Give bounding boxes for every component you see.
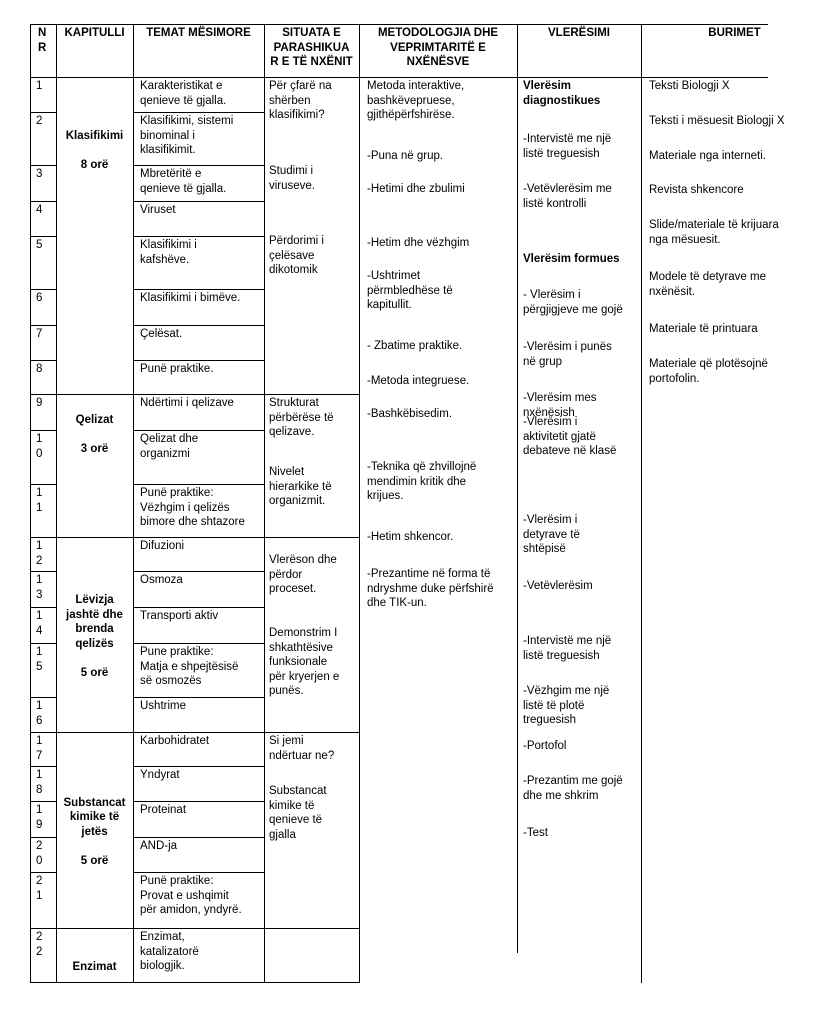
chapter-divider	[56, 537, 133, 538]
column-border	[641, 24, 642, 983]
metodologjia-cell: gjithëpërfshirëse.	[367, 109, 455, 121]
row-divider	[133, 394, 264, 395]
row-divider	[133, 484, 264, 485]
row-number: 1	[36, 610, 43, 622]
vleresimi-cell: -Prezantim me gojë	[523, 775, 623, 787]
topic-cell: së osmozës	[140, 675, 202, 687]
situata-cell: Demonstrim I	[269, 627, 338, 639]
row-divider	[30, 872, 56, 873]
vleresimi-cell: -Intervistë me një	[523, 133, 612, 145]
burimet-cell: Slide/materiale të krijuara	[649, 219, 779, 231]
row-number: 1	[36, 646, 43, 658]
header-metodologjia: METODOLOGJIA DHE	[377, 27, 499, 39]
topic-cell: biologjik.	[140, 960, 185, 972]
topic-cell: Yndyrat	[140, 769, 180, 781]
vleresimi-cell: dhe me shkrim	[523, 789, 599, 802]
burimet-cell: Materiale të printuara	[649, 323, 758, 335]
topic-cell: kafshëve.	[140, 253, 190, 266]
vleresimi-cell: përgjigjeve me gojë	[523, 303, 623, 316]
situata-cell: shërben	[269, 94, 311, 107]
row-divider	[133, 289, 264, 290]
row-number: 1	[36, 804, 43, 816]
header-metodologjia: VEPRIMTARITË E	[390, 41, 486, 54]
row-divider	[133, 928, 264, 929]
metodologjia-cell: përmbledhëse të	[367, 284, 453, 297]
metodologjia-cell: bashkëvepruese,	[367, 94, 455, 107]
situata-cell: organizmit.	[269, 495, 326, 507]
metodologjia-cell: mendimin kritik dhe	[367, 475, 467, 488]
header-situata: PARASHIKUA	[273, 41, 350, 54]
topic-cell: Karbohidratet	[140, 735, 210, 747]
row-number: 2	[36, 875, 43, 887]
vleresimi-cell: -Vlerësim mes	[523, 392, 597, 404]
vleresimi-cell: debateve në klasë	[523, 445, 617, 457]
chapter-divider	[56, 928, 133, 929]
topic-cell: Ndërtimi i qelizave	[140, 397, 234, 409]
situata-cell: përdor	[269, 568, 303, 581]
row-divider	[30, 165, 56, 166]
topic-cell: Klasifikimi, sistemi	[140, 115, 234, 127]
metodologjia-cell: -Prezantime në forma të	[367, 568, 491, 580]
vleresimi-cell: -Vetëvlerësim me	[523, 183, 612, 195]
topic-cell: Klasifikimi i bimëve.	[140, 292, 241, 304]
header-nr: R	[38, 41, 47, 54]
topic-cell: katalizatorë	[140, 945, 199, 958]
row-divider	[133, 607, 264, 608]
row-number: 2	[36, 931, 43, 943]
row-number: 8	[36, 363, 43, 375]
metodologjia-cell: kapitullit.	[367, 299, 412, 311]
row-divider	[30, 430, 56, 431]
row-divider	[30, 484, 56, 485]
vleresimi-cell: Vlerësim	[523, 80, 571, 92]
metodologjia-cell: -Bashkëbisedim.	[367, 408, 453, 420]
vleresimi-cell: treguesish	[523, 714, 577, 726]
topic-cell: Difuzioni	[140, 540, 185, 552]
vleresimi-cell: detyrave të	[523, 528, 580, 541]
burimet-cell: portofolin.	[649, 372, 700, 385]
vleresimi-cell: -Portofol	[523, 740, 567, 752]
row-divider	[30, 394, 56, 395]
row-divider	[133, 697, 264, 698]
topic-cell: Qelizat dhe	[140, 433, 199, 445]
situata-cell: çelësave	[269, 249, 315, 262]
row-number: 0	[36, 854, 43, 867]
vleresimi-cell: - Vlerësim i	[523, 289, 581, 301]
vleresimi-cell: Vlerësim formues	[523, 253, 620, 265]
situata-cell: Vlerëson dhe	[269, 554, 337, 566]
metodologjia-cell: -Teknika që zhvillojnë	[367, 461, 477, 473]
situata-cell: qenieve të	[269, 814, 323, 826]
topic-cell: Pune praktike:	[140, 646, 214, 658]
header-situata: R E TË NXËNIT	[270, 56, 353, 68]
chapter-divider	[264, 928, 359, 929]
row-divider	[133, 872, 264, 873]
topic-cell: Enzimat,	[140, 931, 185, 943]
topic-cell: Mbretëritë e	[140, 168, 202, 180]
column-border	[30, 24, 31, 983]
header-situata: SITUATA E	[282, 27, 341, 39]
situata-cell: qelizave.	[269, 426, 315, 438]
situata-cell: hierarkike të	[269, 480, 332, 493]
vleresimi-cell: -Vlerësim i punës	[523, 341, 612, 353]
row-number: 2	[36, 840, 43, 852]
vleresimi-cell: -Vlerësim i	[523, 514, 578, 526]
row-number: 6	[36, 714, 43, 727]
row-number: 1	[36, 889, 43, 902]
row-divider	[133, 766, 264, 767]
row-divider	[133, 165, 264, 166]
chapter-divider	[264, 732, 359, 733]
topic-cell: AND-ja	[140, 840, 178, 852]
row-number: 5	[36, 660, 43, 673]
row-number: 5	[36, 239, 43, 251]
chapter-cell: Qelizat	[75, 414, 114, 426]
row-number: 0	[36, 447, 43, 460]
burimet-cell: Teksti i mësuesit Biologji X	[649, 115, 785, 127]
header-metodologjia: NXËNËSVE	[406, 56, 470, 68]
column-border	[56, 24, 57, 983]
chapter-cell: 5 orë	[80, 666, 109, 679]
row-number: 3	[36, 588, 43, 601]
metodologjia-cell: ndryshme duke përfshirë	[367, 582, 494, 595]
header-burimet: BURIMET	[708, 27, 761, 39]
metodologjia-cell: -Hetim dhe vëzhgim	[367, 237, 470, 249]
vleresimi-cell: diagnostikues	[523, 94, 601, 107]
chapter-cell: brenda	[75, 623, 114, 635]
header-vleresimi: VLERËSIMI	[548, 27, 610, 39]
column-border	[517, 24, 518, 953]
row-divider	[30, 537, 56, 538]
row-divider	[30, 607, 56, 608]
burimet-cell: Revista shkencore	[649, 184, 744, 196]
row-divider	[133, 112, 264, 113]
row-divider	[30, 325, 56, 326]
row-divider	[30, 236, 56, 237]
situata-cell: proceset.	[269, 583, 317, 595]
row-number: 2	[36, 945, 43, 958]
vleresimi-cell: listë të plotë	[523, 699, 585, 712]
header-kapitulli: KAPITULLI	[64, 27, 125, 39]
metodologjia-cell: Metoda interaktive,	[367, 80, 465, 92]
row-number: 2	[36, 115, 43, 127]
column-border	[133, 24, 134, 983]
table-bottom-border	[30, 982, 264, 983]
row-number: 1	[36, 540, 43, 552]
vleresimi-cell: -Vëzhgim me një	[523, 685, 610, 697]
row-divider	[133, 360, 264, 361]
row-number: 1	[36, 700, 43, 712]
row-divider	[30, 928, 56, 929]
row-divider	[133, 325, 264, 326]
row-number: 1	[36, 769, 43, 781]
topic-cell: bimore dhe shtazore	[140, 516, 245, 528]
topic-cell: Provat e ushqimit	[140, 889, 229, 902]
situata-cell: përbërëse të	[269, 411, 334, 424]
row-divider	[133, 801, 264, 802]
topic-cell: Osmoza	[140, 574, 183, 586]
row-number: 7	[36, 749, 43, 762]
row-number: 8	[36, 783, 43, 796]
row-divider	[133, 236, 264, 237]
vleresimi-cell: nxënësish	[523, 406, 575, 419]
situata-cell: Studimi i	[269, 165, 314, 177]
vleresimi-cell: listë treguesish	[523, 147, 600, 160]
row-number: 7	[36, 328, 43, 340]
situata-cell: Strukturat	[269, 397, 319, 409]
table-bottom-border	[264, 982, 359, 983]
row-number: 1	[36, 501, 43, 514]
row-number: 1	[36, 80, 43, 92]
row-number: 2	[36, 554, 43, 567]
column-border	[359, 24, 360, 983]
row-number: 4	[36, 624, 43, 637]
burimet-cell: Materiale nga interneti.	[649, 150, 766, 162]
situata-cell: punës.	[269, 685, 304, 697]
metodologjia-cell: -Metoda integruese.	[367, 375, 470, 387]
row-number: 1	[36, 433, 43, 445]
burimet-cell: Modele të detyrave me	[649, 271, 766, 283]
situata-cell: shkathtësive	[269, 641, 333, 654]
chapter-cell: jetës	[81, 825, 108, 838]
topic-cell: Çelësat.	[140, 328, 183, 340]
metodologjia-cell: -Ushtrimet	[367, 270, 421, 282]
topic-cell: Matja e shpejtësisë	[140, 660, 239, 673]
metodologjia-cell: -Puna në grup.	[367, 150, 444, 162]
row-divider	[30, 571, 56, 572]
topic-cell: klasifikimit.	[140, 144, 196, 156]
chapter-cell: kimike të	[69, 811, 120, 824]
chapter-divider	[264, 394, 359, 395]
topic-cell: Ushtrime	[140, 700, 187, 712]
topic-cell: Transporti aktiv	[140, 610, 219, 622]
row-number: 9	[36, 818, 43, 831]
header-bottom-border	[30, 77, 768, 78]
vleresimi-cell: -Test	[523, 827, 548, 839]
topic-cell: Karakteristikat e	[140, 80, 223, 92]
chapter-cell: Klasifikimi	[65, 130, 124, 142]
metodologjia-cell: -Hetim shkencor.	[367, 531, 454, 543]
situata-cell: gjalla	[269, 828, 296, 841]
table-top-border	[30, 24, 641, 25]
row-number: 1	[36, 487, 43, 499]
topic-cell: Klasifikimi i	[140, 239, 197, 251]
header-nr: N	[38, 27, 47, 39]
chapter-cell: Substancat	[63, 796, 126, 809]
topic-cell: Punë praktike:	[140, 487, 214, 499]
row-number: 1	[36, 574, 43, 586]
chapter-cell: qelizës	[75, 637, 114, 650]
situata-cell: klasifikimi?	[269, 109, 325, 121]
situata-cell: funksionale	[269, 656, 328, 668]
burimet-cell: nxënësit.	[649, 285, 696, 298]
vleresimi-cell: në grup	[523, 355, 563, 368]
topic-cell: Punë praktike:	[140, 875, 214, 887]
situata-cell: Substancat	[269, 785, 327, 797]
topic-cell: Punë praktike.	[140, 363, 214, 375]
situata-cell: ndërtuar ne?	[269, 749, 335, 762]
chapter-cell: Lëvizja	[75, 594, 114, 606]
header-temat: TEMAT MËSIMORE	[146, 27, 251, 39]
topic-cell: Viruset	[140, 204, 176, 216]
row-divider	[133, 201, 264, 202]
topic-cell: qenieve të gjalla.	[140, 182, 227, 195]
chapter-cell: jashtë dhe	[66, 608, 123, 621]
row-divider	[30, 360, 56, 361]
chapter-cell: 8 orë	[80, 159, 109, 171]
row-divider	[30, 837, 56, 838]
vleresimi-cell: -Vlerësim i	[523, 416, 578, 428]
row-divider	[30, 289, 56, 290]
topic-cell: Vëzhgim i qelizës	[140, 501, 230, 514]
situata-cell: Përdorimi i	[269, 235, 324, 247]
row-divider	[30, 697, 56, 698]
topic-cell: qenieve të gjalla.	[140, 94, 227, 107]
row-divider	[133, 643, 264, 644]
table-top-border	[641, 24, 768, 25]
vleresimi-cell: -Intervistë me një	[523, 635, 612, 647]
situata-cell: Për çfarë na	[269, 80, 332, 92]
row-divider	[133, 571, 264, 572]
chapter-divider	[56, 394, 133, 395]
metodologjia-cell: - Zbatime praktike.	[367, 340, 463, 352]
row-divider	[30, 732, 56, 733]
row-number: 6	[36, 292, 43, 304]
vleresimi-cell: -Vetëvlerësim	[523, 580, 593, 592]
row-divider	[133, 430, 264, 431]
row-divider	[30, 112, 56, 113]
row-divider	[30, 766, 56, 767]
metodologjia-cell: -Hetimi dhe zbulimi	[367, 183, 465, 195]
row-divider	[133, 537, 264, 538]
situata-cell: për kryerjen e	[269, 670, 340, 683]
topic-cell: Proteinat	[140, 804, 187, 816]
burimet-cell: Teksti Biologji X	[649, 80, 730, 92]
vleresimi-cell: aktivitetit gjatë	[523, 430, 596, 443]
situata-cell: dikotomik	[269, 264, 318, 276]
row-divider	[133, 837, 264, 838]
row-divider	[30, 201, 56, 202]
chapter-cell: 5 orë	[80, 854, 109, 867]
topic-cell: binominal i	[140, 129, 195, 142]
row-number: 9	[36, 397, 43, 409]
vleresimi-cell: shtëpisë	[523, 543, 566, 555]
row-divider	[30, 643, 56, 644]
vleresimi-cell: listë kontrolli	[523, 197, 587, 210]
metodologjia-cell: dhe TIK-un.	[367, 597, 427, 609]
row-number: 4	[36, 204, 43, 216]
burimet-cell: nga mësuesit.	[649, 233, 721, 246]
chapter-cell: Enzimat	[72, 961, 117, 973]
chapter-cell: 3 orë	[80, 443, 109, 455]
row-divider	[30, 801, 56, 802]
situata-cell: Si jemi	[269, 735, 304, 747]
burimet-cell: Materiale që plotësojnë	[649, 358, 768, 370]
row-number: 3	[36, 168, 43, 180]
row-number: 1	[36, 735, 43, 747]
chapter-divider	[56, 732, 133, 733]
topic-cell: organizmi	[140, 447, 190, 460]
situata-cell: viruseve.	[269, 179, 316, 192]
vleresimi-cell: listë treguesish	[523, 649, 600, 662]
topic-cell: për amidon, yndyrë.	[140, 904, 242, 916]
situata-cell: Nivelet	[269, 466, 305, 478]
chapter-divider	[264, 537, 359, 538]
metodologjia-cell: krijues.	[367, 490, 404, 502]
row-divider	[133, 732, 264, 733]
situata-cell: kimike të	[269, 799, 315, 812]
column-border	[264, 24, 265, 983]
